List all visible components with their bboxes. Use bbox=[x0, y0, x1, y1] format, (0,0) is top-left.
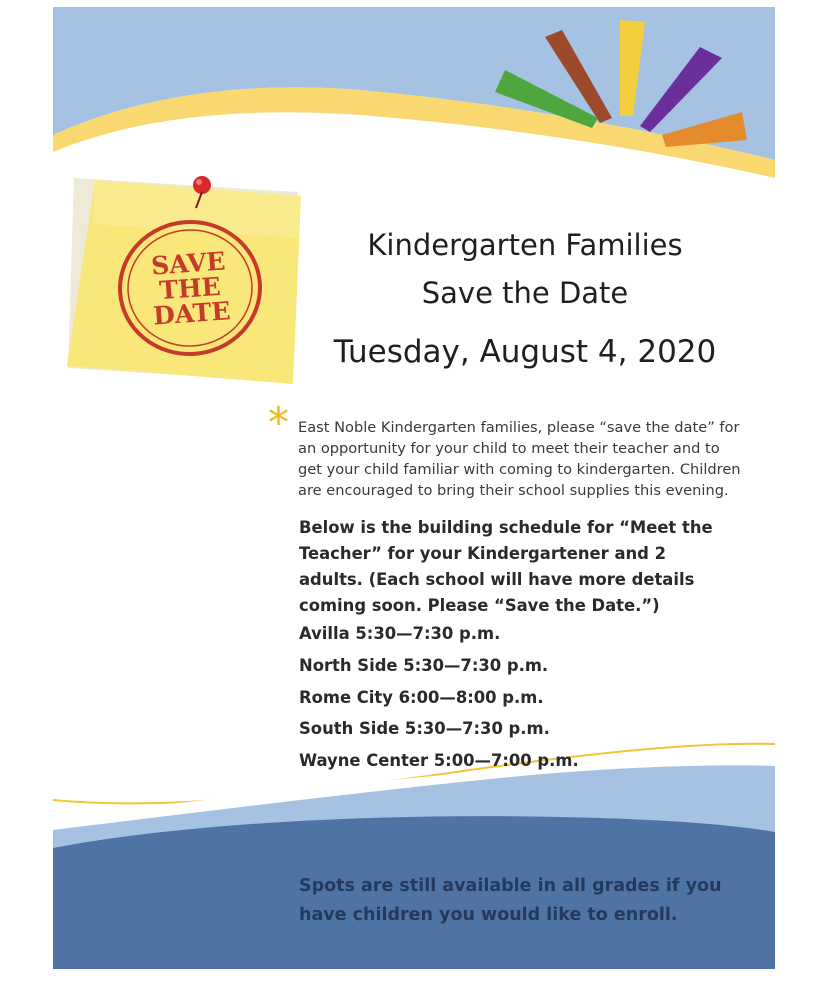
page-title: Kindergarten Families bbox=[367, 228, 683, 262]
schedule-item-wayne-center: Wayne Center 5:00—7:00 p.m. bbox=[299, 751, 579, 770]
schedule-item-avilla: Avilla 5:30—7:30 p.m. bbox=[299, 624, 501, 643]
footer-enrollment-note: Spots are still available in all grades if you have children you would like to enroll. bbox=[299, 876, 722, 925]
schedule-item-north-side: North Side 5:30—7:30 p.m. bbox=[299, 656, 549, 675]
schedule-item-rome-city: Rome City 6:00—8:00 p.m. bbox=[299, 688, 544, 707]
event-date: Tuesday, August 4, 2020 bbox=[333, 334, 717, 370]
asterisk-icon: * bbox=[268, 398, 289, 447]
schedule-item-south-side: South Side 5:30—7:30 p.m. bbox=[299, 719, 550, 738]
schedule-intro: Below is the building schedule for “Meet the Teacher” for your Kindergartener and 2 adults. (Each school will have more details coming soon. Please “Save the Date.”) bbox=[299, 518, 713, 615]
stamp-line-3: DATE bbox=[152, 296, 232, 331]
intro-paragraph: East Noble Kindergarten families, please “save the date” for an opportunity for your child to meet their teacher and to get your child familiar with coming to kindergarten. Children are encouraged to bring their school supplies this evening. bbox=[298, 419, 741, 499]
stamp-line-2: THE bbox=[158, 271, 222, 306]
page-subtitle: Save the Date bbox=[421, 276, 629, 310]
stamp-line-1: SAVE bbox=[150, 246, 227, 281]
